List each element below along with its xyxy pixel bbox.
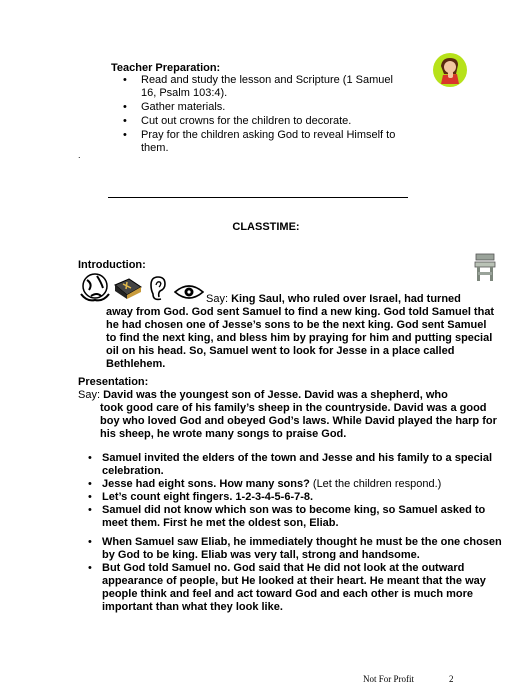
presentation-line-1: David was the youngest son of Jesse. David was a shepherd, who (103, 389, 448, 401)
presentation-heading: Presentation: (78, 376, 149, 388)
list-item: • Read and study the lesson and Scripture (1 Samuel 16, Psalm 103:4). (111, 74, 401, 100)
say-label: Say: (78, 389, 101, 401)
introduction-heading: Introduction: (78, 259, 146, 271)
intro-line-1: King Saul, who ruled over Israel, had turned (231, 293, 461, 305)
presentation-points-1 (78, 452, 503, 530)
divider-line (108, 197, 408, 198)
list-item: • Gather materials. (111, 101, 401, 114)
list-item: • Pray for the children asking God to reveal Himself to them. (111, 129, 401, 155)
list-item: • Jesse had eight sons. How many sons? (Let the children respond.) (78, 478, 503, 491)
say-label: Say: (206, 293, 229, 305)
list-item: • Cut out crowns for the children to decorate. (111, 115, 401, 128)
presentation-points-2 (78, 536, 503, 614)
classtime-heading: CLASSTIME: (232, 221, 300, 233)
list-item: • Samuel invited the elders of the town and Jesse and his family to a special celebration. (78, 452, 503, 478)
presentation-text (78, 389, 508, 441)
page-number: 2 (449, 674, 454, 684)
intro-body-text: away from God. God sent Samuel to find a new king. God told Samuel that he had chosen one of Jesse’s sons to be the next king. God sent Samuel to find the next king, and bless him by praying for him and putting special oil on his head. So, Samuel went to look for Jesse in a place called Bethlehem. (106, 306, 495, 370)
introduction-text (78, 293, 498, 371)
praying-child-icon (432, 52, 468, 88)
stray-mark: . (78, 150, 81, 160)
teacher-preparation-heading: Teacher Preparation: (111, 62, 221, 74)
footer-text: Not For Profit (363, 674, 415, 684)
list-item: • When Samuel saw Eliab, he immediately thought he must be the one chosen by God to be king. Eliab was very tall, strong and handsome. (78, 536, 503, 562)
note-text: (Let the children respond.) (312, 478, 442, 490)
classroom-desk-icon (472, 252, 498, 284)
teacher-preparation-list (111, 74, 401, 156)
list-item: • Let’s count eight fingers. 1-2-3-4-5-6-7-8. (78, 491, 503, 504)
presentation-body-text: took good care of his family’s sheep in the countryside. David was a good boy who loved God and obeyed God’s laws. While David played the harp for his sheep, he wrote many songs to praise God. (100, 402, 497, 440)
list-item: • But God told Samuel no. God said that He did not look at the outward appearance of people, but He looked at their heart. He meant that the way people think and feel and act toward God and each other is much more important than what they look like. (78, 562, 503, 614)
list-item: • Samuel did not know which son was to become king, so Samuel asked to meet them. First he met the oldest son, Eliab. (78, 504, 503, 530)
